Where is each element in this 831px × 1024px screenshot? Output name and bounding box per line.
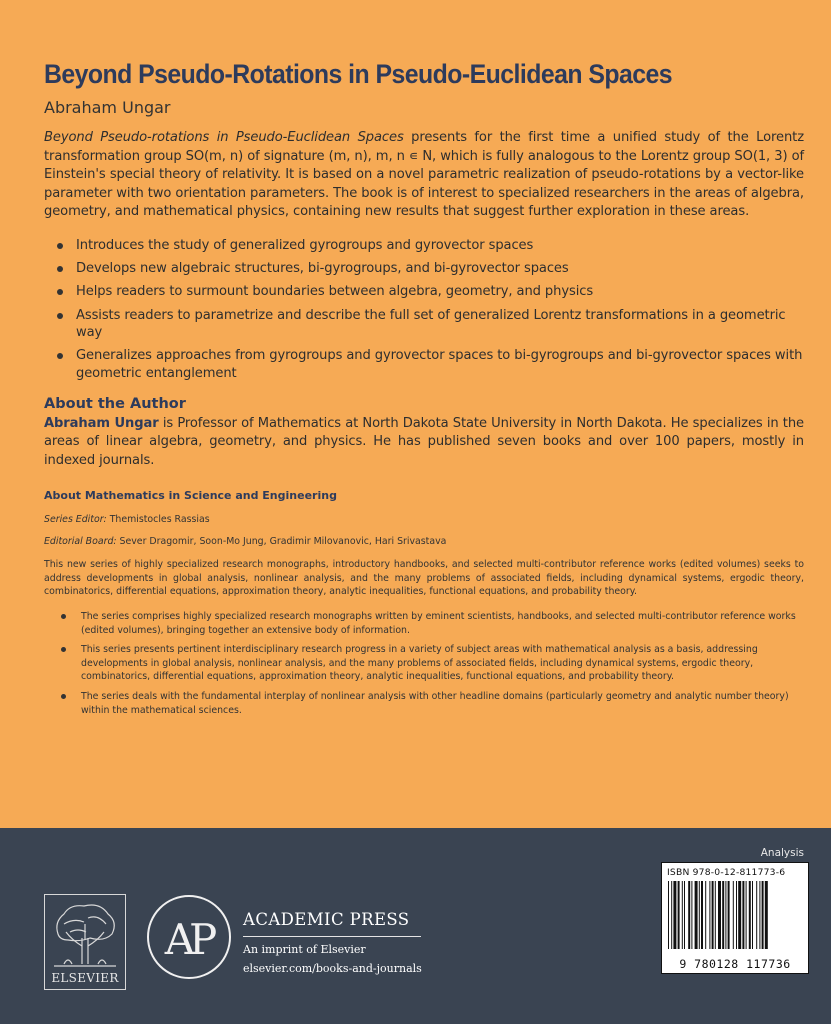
- about-author-heading: About the Author: [44, 395, 186, 412]
- feature-item: Develops new algebraic structures, bi-gyrogroups, and bi-gyrovector spaces: [44, 260, 804, 278]
- series-feature-list: [44, 610, 804, 717]
- barcode: [661, 862, 809, 974]
- feature-item: Helps readers to surmount boundaries between algebra, geometry, and physics: [44, 283, 804, 301]
- editorial-board-label: Editorial Board:: [44, 536, 117, 548]
- book-title: Beyond Pseudo-Rotations in Pseudo-Euclidean Spaces: [44, 59, 673, 89]
- series-editor-label: Series Editor:: [44, 514, 107, 526]
- series-description: This new series of highly specialized research monographs, introductory handbooks, and selected multi-contributor reference works (edited volumes) seeks to address developments in global analysis, nonlinear analysis, and the many problems of associated fields, including dynamical systems, ergodic theory, combinatorics, differential equations, approximation theory, analytic inequalities, functional equations, and probability theory.: [44, 559, 804, 598]
- about-author-name: Abraham Ungar: [44, 415, 159, 431]
- editorial-board: [44, 535, 804, 549]
- series-feature-item: This series presents pertinent interdisciplinary research progress in a variety of subject areas with mathematical analysis as a basis, addressing developments in global analysis, nonlinear analysis, and the many problems of associated fields, including dynamical systems, ergodic theory, combinatorics, differential equations, approximation theory, analytic inequalities, functional equations, and probability theory.: [44, 643, 804, 684]
- editorial-board-names: Sever Dragomir, Soon-Mo Jung, Gradimir Milovanovic, Hari Srivastava: [116, 536, 447, 548]
- about-author-bio: is Professor of Mathematics at North Dakota State University in North Dakota. He specializes in the areas of linear algebra, geometry, and physics. He has published seven books and over 100 papers, mostly in indexed journals.: [44, 415, 804, 468]
- book-author: Abraham Ungar: [44, 98, 171, 117]
- series-editor: [44, 513, 804, 527]
- about-author-text: [44, 415, 804, 471]
- series-editor-name: Themistocles Rassias: [106, 514, 210, 526]
- elsevier-wordmark: ELSEVIER: [51, 971, 119, 985]
- publisher-divider: [243, 936, 421, 937]
- series-feature-item: The series deals with the fundamental interplay of nonlinear analysis with other headline domains (particularly geometry and analytic number theory) within the mathematical sciences.: [44, 690, 804, 717]
- footer-band: [0, 828, 831, 1024]
- publisher-name: ACADEMIC PRESS: [243, 910, 410, 929]
- isbn-number: ISBN 978-0-12-811773-6: [667, 867, 786, 878]
- series-heading: About Mathematics in Science and Engineering: [44, 489, 337, 503]
- feature-item: Introduces the study of generalized gyrogroups and gyrovector spaces: [44, 237, 804, 255]
- book-description: [44, 129, 804, 222]
- feature-item: Generalizes approaches from gyrogroups and gyrovector spaces to bi-gyrogroups and bi-gyrovector spaces with geometric entanglement: [44, 347, 804, 382]
- ap-monogram: AP: [164, 915, 212, 964]
- feature-item: Assists readers to parametrize and describe the full set of generalized Lorentz transformations in a geometric way: [44, 307, 804, 342]
- feature-list: [44, 237, 804, 383]
- publisher-url: elsevier.com/books-and-journals: [243, 962, 422, 975]
- academic-press-logo: [146, 894, 232, 980]
- publisher-imprint: An imprint of Elsevier: [243, 943, 366, 956]
- barcode-digits: 9 780128 117736: [679, 957, 791, 971]
- description-text: presents for the first time a unified study of the Lorentz transformation group SO(m, n) of signature (m, n), m, n ∊ N, which is fully analogous to the Lorentz group SO(1, 3) of Einstein's special theory of relativity. It is based on a novel parametric realization of pseudo-rotations by a vector-like parameter with two orientation parameters. The book is of interest to specialized researchers in the areas of algebra, geometry, and mathematical physics, containing new results that suggest further exploration in these areas.: [44, 130, 804, 220]
- subject-category: Analysis: [760, 847, 804, 859]
- description-title-italic: Beyond Pseudo-rotations in Pseudo-Euclidean Spaces: [44, 130, 404, 145]
- series-feature-item: The series comprises highly specialized research monographs written by eminent scientists, handbooks, and selected multi-contributor reference works (edited volumes), bringing together an extensive body of information.: [44, 610, 804, 637]
- back-cover-content: [44, 58, 804, 723]
- elsevier-logo: [44, 894, 126, 990]
- barcode-bars: [668, 881, 802, 949]
